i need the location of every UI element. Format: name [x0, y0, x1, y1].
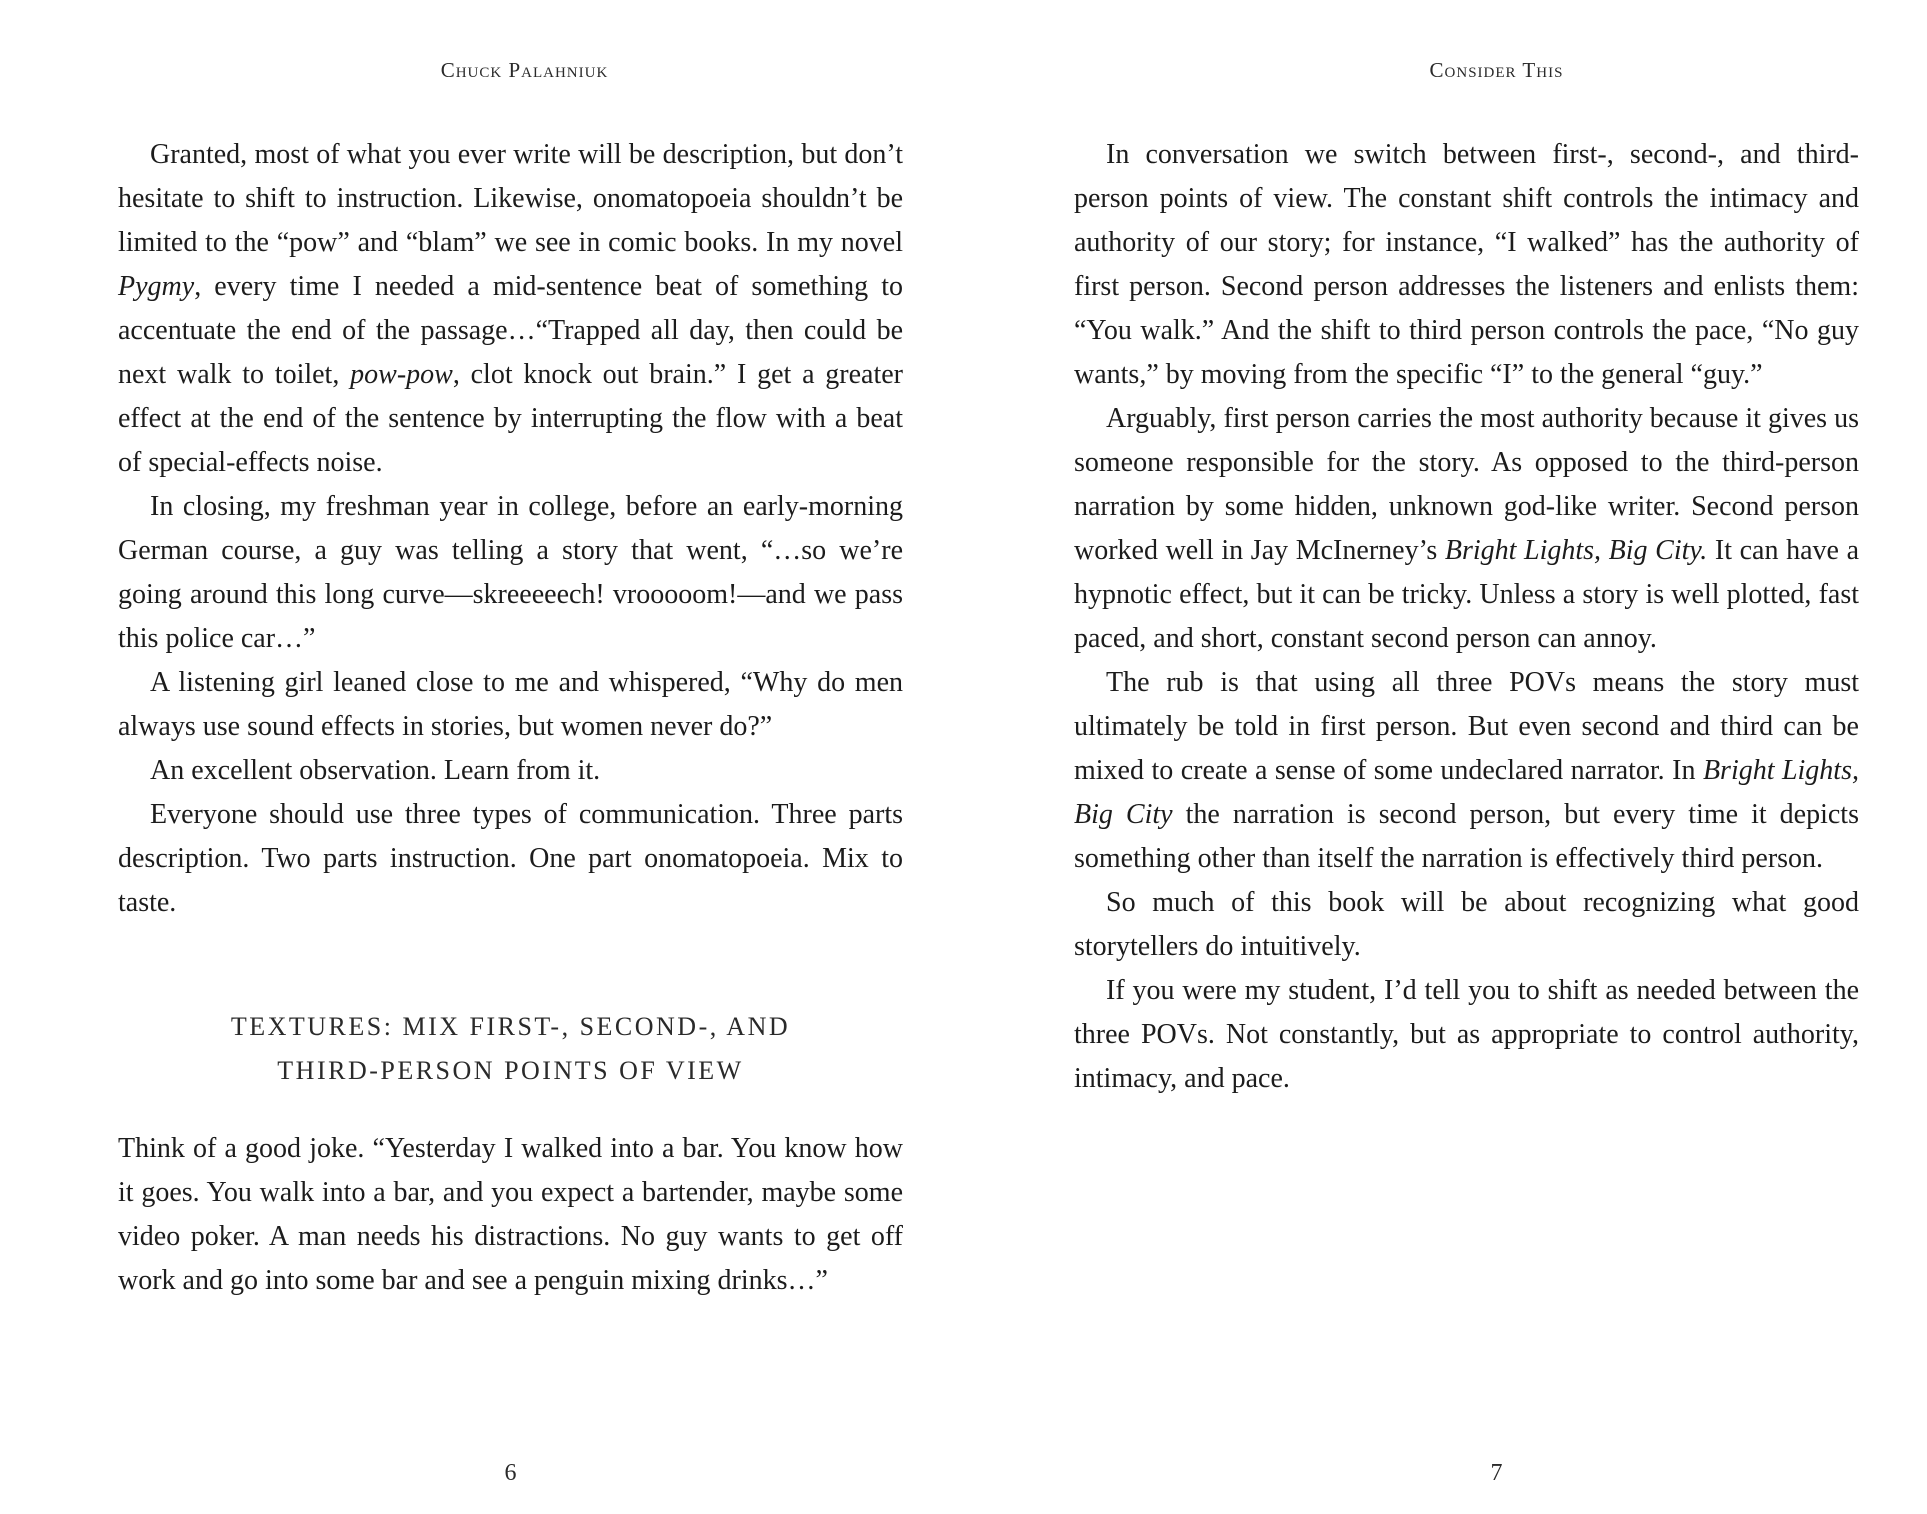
- paragraph: [118, 133, 903, 485]
- section-heading-line: TEXTURES: MIX FIRST-, SECOND-, AND: [230, 1012, 791, 1041]
- italic-title: Bright Lights, Big City: [1074, 755, 1859, 830]
- paragraph: [118, 485, 903, 661]
- section-heading: [118, 1005, 903, 1093]
- text-run: Everyone should use three types of communication. Three parts description. Two parts instruction. One part onomatopoeia. Mix to taste.: [118, 799, 903, 918]
- left-page: [118, 0, 903, 1514]
- paragraph: [1074, 969, 1859, 1101]
- text-run: So much of this book will be about recognizing what good storytellers do intuitively.: [1074, 887, 1859, 962]
- running-head-title: Consider This: [1429, 58, 1564, 82]
- left-page-body: [118, 133, 903, 1303]
- paragraph: [1074, 661, 1859, 881]
- paragraph: [118, 793, 903, 925]
- text-run: Arguably, first person carries the most authority because it gives us someone responsible for the story. As opposed to the third-person narration by some hidden, unknown god-like writer. Second person worked well in Jay McInerney’s: [1074, 403, 1859, 566]
- page-number: 6: [504, 1460, 517, 1486]
- text-run: An excellent observation. Learn from it.: [150, 755, 601, 786]
- text-run: In conversation we switch between first-, second-, and third-person points of view. The constant shift controls the intimacy and authority of our story; for instance, “I walked” has the authority of first person. Second person addresses the listeners and enlists them: “You walk.” And the shift to third person controls the pace, “No guy wants,” by moving from the specific “I” to the general “guy.”: [1074, 139, 1859, 390]
- paragraph: Think of a good joke. “Yesterday I walked into a bar. You know how it goes. You walk into a bar, and you expect a bartender, maybe some video poker. A man needs his distractions. No guy wants to get off work and go into some bar and see a penguin mixing drinks…”: [118, 1133, 903, 1296]
- text-run: the narration is second person, but every time it depicts something other than itself the narration is effectively third person.: [1074, 799, 1859, 874]
- text-run: The rub is that using all three POVs means the story must ultimately be told in first person. But even second and third can be mixed to create a sense of some undeclared narrator. In: [1074, 667, 1859, 786]
- text-run: Granted, most of what you ever write will be description, but don’t hesitate to shift to instruction. Likewise, onomatopoeia shouldn’t be limited to the “pow” and “blam” we see in comic books. In my novel: [118, 139, 903, 258]
- italic-title: Bright Lights, Big City.: [1444, 535, 1708, 566]
- text-run: , every time I needed a mid-sentence beat of something to accentuate the end of the passage…“Trapped all day, then could be next walk to toilet,: [118, 271, 903, 390]
- paragraph: [118, 749, 903, 793]
- italic-sound-effect: pow-pow: [350, 359, 453, 390]
- text-run: It can have a hypnotic effect, but it can be tricky. Unless a story is well plotted, fast paced, and short, constant second person can annoy.: [1074, 535, 1859, 654]
- section-heading-line: THIRD-PERSON POINTS OF VIEW: [277, 1056, 744, 1085]
- paragraph: [118, 661, 903, 749]
- italic-title: Pygmy: [118, 271, 195, 302]
- right-page: [1074, 0, 1859, 1514]
- paragraph: [1074, 133, 1859, 397]
- text-run: If you were my student, I’d tell you to shift as needed between the three POVs. Not constantly, but as appropriate to control authority, intimacy, and pace.: [1074, 975, 1859, 1094]
- paragraph: [1074, 881, 1859, 969]
- paragraph: [1074, 397, 1859, 661]
- running-head-author: Chuck Palahniuk: [440, 58, 609, 82]
- right-page-body: [1074, 133, 1859, 1101]
- text-run: A listening girl leaned close to me and whispered, “Why do men always use sound effects in stories, but women never do?”: [118, 667, 903, 742]
- text-run: , clot knock out brain.” I get a greater effect at the end of the sentence by interrupting the flow with a beat of special-effects noise.: [118, 359, 903, 478]
- page-number: 7: [1490, 1460, 1503, 1486]
- text-run: In closing, my freshman year in college, before an early-morning German course, a guy was telling a story that went, “…so we’re going around this long curve—skreeeeech! vrooooom!—and we pass this police car…”: [118, 491, 903, 654]
